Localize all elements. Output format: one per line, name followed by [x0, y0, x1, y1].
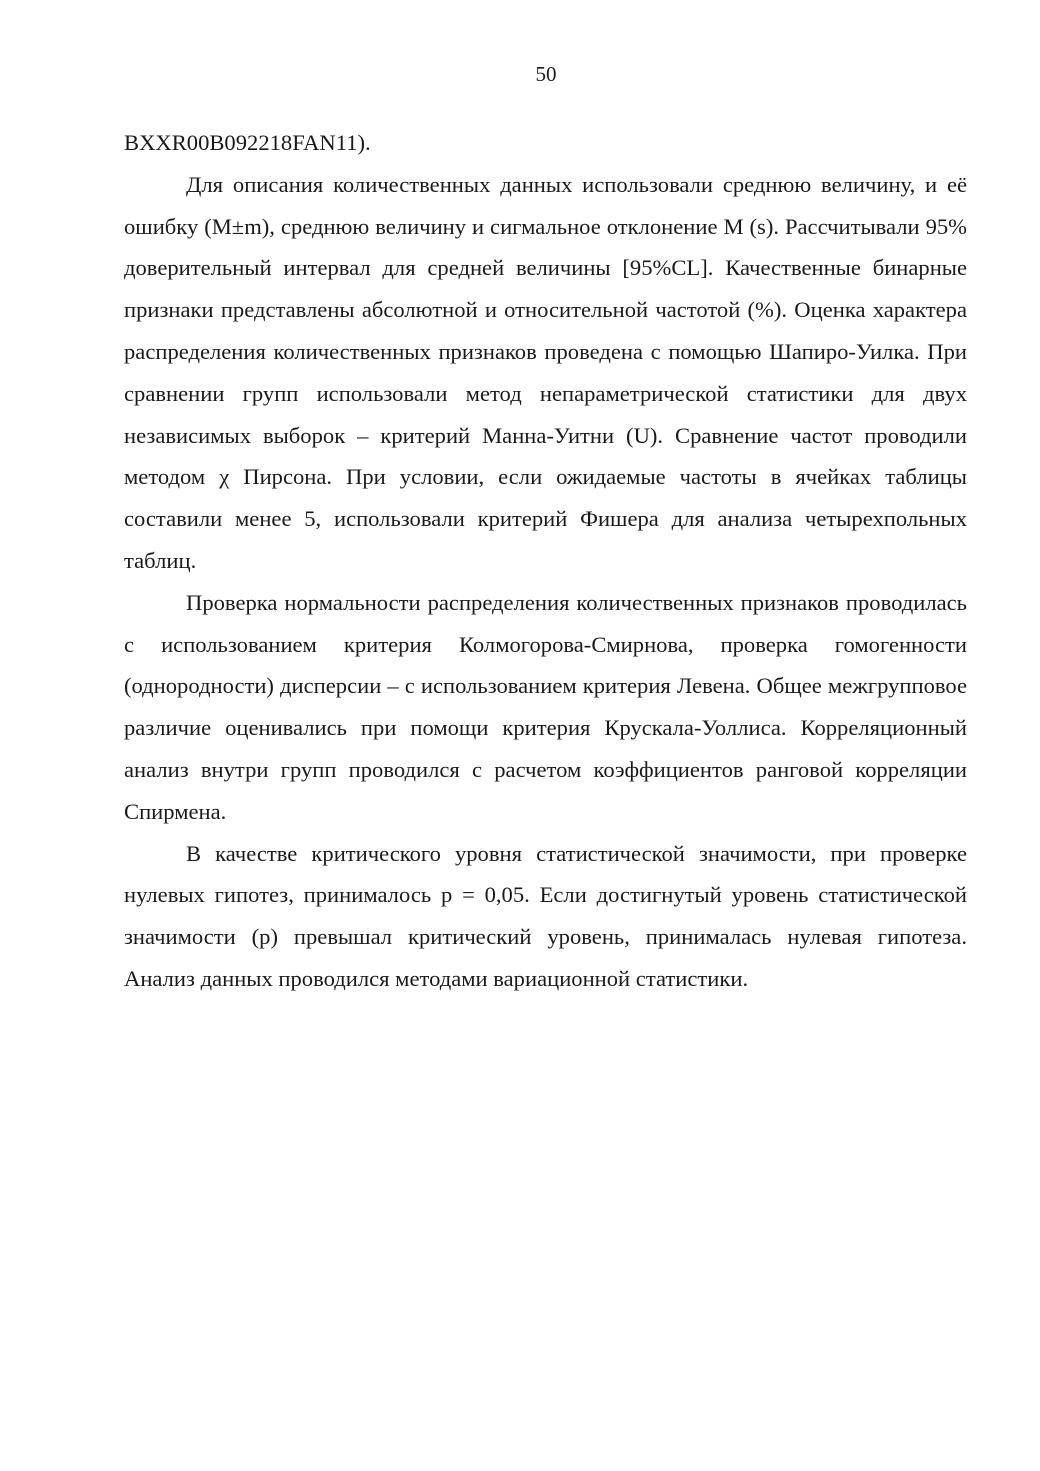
paragraph-continuation: BXXR00B092218FAN11).: [124, 130, 371, 155]
page-number: 50: [535, 62, 557, 86]
paragraph-statistical-methods: Для описания количественных данных использовали среднюю величину, и её ошибку (M±m), среднюю величину и сигмальное отклонение M (s). Рассчитывали 95% доверительный интервал для средней величины [95%CL]. Качественные бинарные признаки представлены абсолютной и относительной частотой (%). Оценка характера распределения количественных признаков проведена с помощью Шапиро-Уилка. При сравнении групп использовали метод непараметрической статистики для двух независимых выборок – критерий Манна-Уитни (U). Сравнение частот проводили методом χ Пирсона. При условии, если ожидаемые частоты в ячейках таблицы составили менее 5, использовали критерий Фишера для анализа четырехпольных таблиц.: [124, 171, 967, 573]
body-text: [124, 122, 967, 1000]
paragraph-significance-level: В качестве критического уровня статистической значимости, при проверке нулевых гипотез, принималось p = 0,05. Если достигнутый уровень статистической значимости (p) превышал критический уровень, принималась нулевая гипотеза. Анализ данных проводился методами вариационной статистики.: [124, 840, 967, 991]
paragraph-normality-tests: Проверка нормальности распределения количественных признаков проводилась с использованием критерия Колмогорова-Смирнова, проверка гомогенности (однородности) дисперсии – с использованием критерия Левена. Общее межгрупповое различие оценивались при помощи критерия Крускала-Уоллиса. Корреляционный анализ внутри групп проводился с расчетом коэффициентов ранговой корреляции Спирмена.: [124, 589, 967, 824]
